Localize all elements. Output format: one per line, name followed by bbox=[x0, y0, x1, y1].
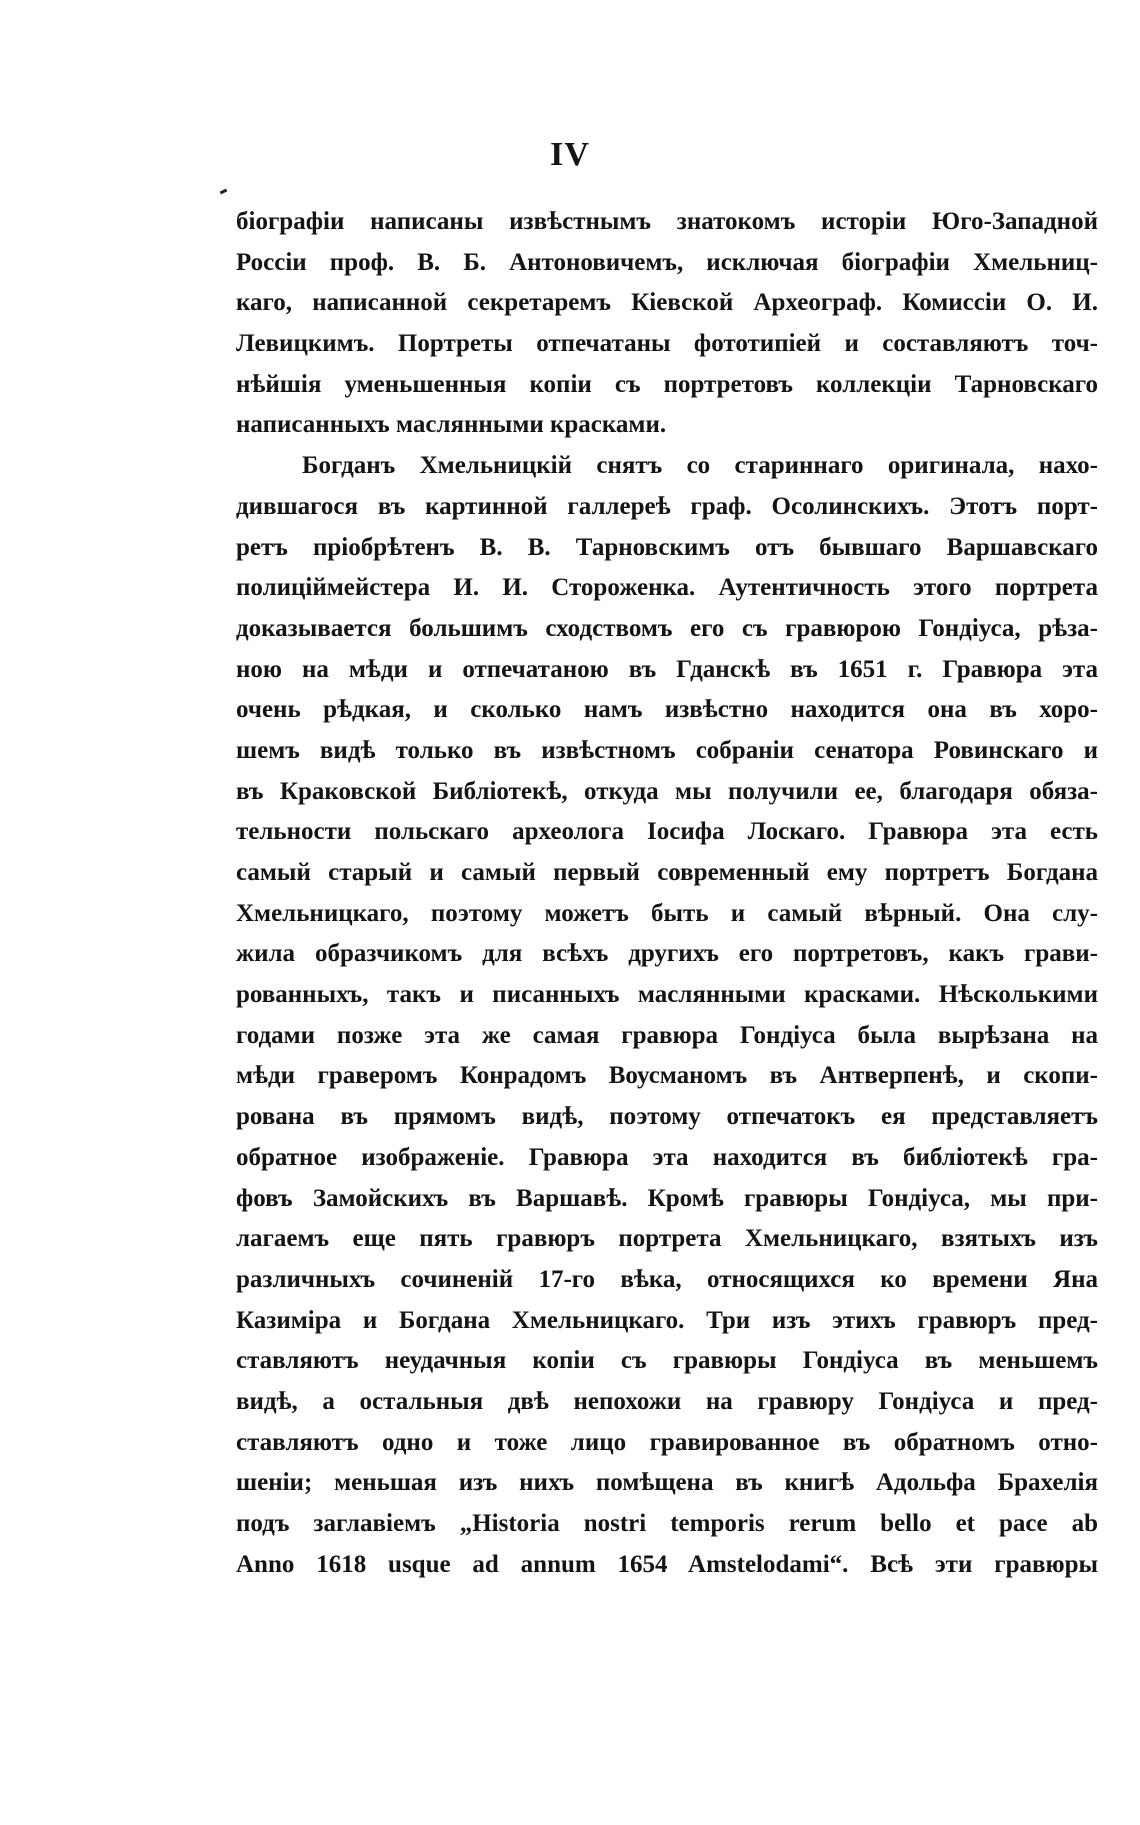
text-line: рована въ прямомъ видѣ, поэтому отпечатокъ ея представляетъ bbox=[236, 1103, 1098, 1131]
text-line: самый старый и самый первый современный ему портретъ Богдана bbox=[236, 859, 1098, 886]
text-line: подъ заглавіемъ „Historia nostri temporis rerum bello et pace ab bbox=[236, 1510, 1098, 1537]
text-line: шеніи; меньшая изъ нихъ помѣщена въ книгѣ Адольфа Брахелія bbox=[236, 1469, 1098, 1497]
text-line: Anno 1618 usque ad annum 1654 Amstelodami“. Всѣ эти гравюры bbox=[236, 1550, 1098, 1578]
text-line: Левицкимъ. Портреты отпечатаны фототипіей и составляютъ точ- bbox=[236, 330, 1098, 358]
text-line: рованныхъ, такъ и писанныхъ маслянными красками. Нѣсколькими bbox=[236, 981, 1098, 1009]
printer-mark bbox=[220, 189, 228, 195]
text-line: полиціймейстера И. И. Стороженка. Аутентичность этого портрета bbox=[236, 574, 1098, 602]
text-line: написанныхъ маслянными красками. bbox=[236, 411, 667, 439]
text-line: ретъ пріобрѣтенъ В. В. Тарновскимъ отъ бывшаго Варшавскаго bbox=[236, 533, 1098, 561]
text-line: Богданъ Хмельницкій снятъ со стариннаго оригинала, нахо- bbox=[302, 452, 1098, 480]
text-line: различныхъ сочиненій 17-го вѣка, относящихся ко времени Яна bbox=[236, 1265, 1098, 1293]
text-line: видѣ, а остальныя двѣ непохожи на гравюру Гондіуса и пред- bbox=[236, 1387, 1098, 1415]
text-line: лагаемъ еще пять гравюръ портрета Хмельницкаго, взятыхъ изъ bbox=[236, 1225, 1098, 1253]
text-line: фовъ Замойскихъ въ Варшавѣ. Кромѣ гравюры Гондіуса, мы при- bbox=[236, 1184, 1098, 1212]
text-line: ставляютъ одно и тоже лицо гравированное въ обратномъ отно- bbox=[236, 1428, 1098, 1456]
text-line: біографіи написаны извѣстнымъ знатокомъ исторіи Юго-Западной bbox=[236, 208, 1098, 235]
text-line: въ Краковской Библіотекѣ, откуда мы получили ее, благодаря обяза- bbox=[236, 777, 1098, 805]
text-line: Казиміра и Богдана Хмельницкаго. Три изъ этихъ гравюръ пред- bbox=[236, 1306, 1098, 1334]
body-text bbox=[236, 202, 1098, 1585]
text-line: мѣди граверомъ Конрадомъ Воусманомъ въ Антверпенѣ, и скопи- bbox=[236, 1062, 1098, 1090]
text-line: доказывается большимъ сходствомъ его съ гравюрою Гондіуса, рѣза- bbox=[236, 614, 1098, 642]
text-line: шемъ видѣ только въ извѣстномъ собраніи сенатора Ровинскаго и bbox=[236, 736, 1098, 764]
text-line: дившагося въ картинной галлереѣ граф. Осолинскихъ. Этотъ порт- bbox=[236, 492, 1098, 520]
text-line: тельности польскаго археолога Іосифа Лоскаго. Гравюра эта есть bbox=[236, 818, 1098, 846]
page-number: IV bbox=[550, 136, 590, 173]
text-line: ставляютъ неудачныя копіи съ гравюры Гондіуса въ меньшемъ bbox=[236, 1347, 1098, 1375]
text-line: очень рѣдкая, и сколько намъ извѣстно находится она въ хоро- bbox=[236, 696, 1098, 724]
text-line: нѣйшія уменьшенныя копіи съ портретовъ коллекціи Тарновскаго bbox=[236, 370, 1098, 398]
text-line: обратное изображеніе. Гравюра эта находится въ библіотекѣ гра- bbox=[236, 1143, 1098, 1171]
text-line: Россіи проф. В. Б. Антоновичемъ, исключая біографіи Хмельниц- bbox=[236, 248, 1098, 276]
text-line: годами позже эта же самая гравюра Гондіуса была вырѣзана на bbox=[236, 1021, 1098, 1049]
text-line: ною на мѣди и отпечатаною въ Гданскѣ въ 1651 г. Гравюра эта bbox=[236, 655, 1098, 683]
text-line: жила образчикомъ для всѣхъ другихъ его портретовъ, какъ грави- bbox=[236, 940, 1098, 968]
paragraph-1 bbox=[236, 202, 1098, 446]
paragraph-2 bbox=[236, 446, 1098, 1585]
text-line: каго, написанной секретаремъ Кіевской Археограф. Комиссіи О. И. bbox=[236, 289, 1098, 317]
text-line: Хмельницкаго, поэтому можетъ быть и самый вѣрный. Она слу- bbox=[236, 899, 1098, 927]
